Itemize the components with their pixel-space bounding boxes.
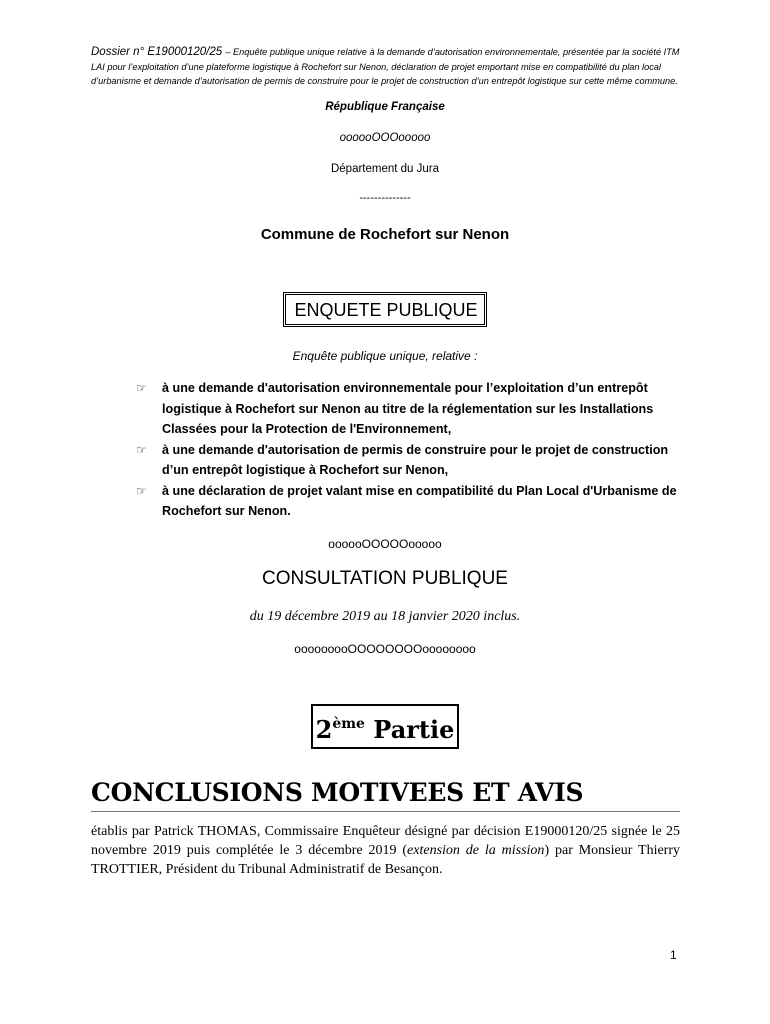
etablis-text-2: ) par Monsieur Thierry TROTTIER, Président du Tribunal Administratif de Besançon.	[91, 843, 680, 877]
pointing-hand-icon: ☞	[136, 381, 147, 395]
republique-francaise: République Française	[325, 101, 445, 113]
partie-title	[311, 704, 460, 749]
enquete-items-list	[136, 378, 696, 522]
list-item-text: à une demande d'autorisation de permis de construire pour le projet de construction d’un entrepôt logistique à Rochefort sur Nenon,	[162, 442, 669, 477]
partie-word: Partie	[364, 715, 455, 744]
consultation-title: CONSULTATION PUBLIQUE	[262, 568, 508, 589]
partie-number: 2	[315, 715, 333, 744]
etablis-paragraph	[91, 822, 680, 879]
list-item	[136, 481, 696, 522]
etablis-text-1: établis par Patrick THOMAS, Commissaire Enquêteur désigné par décision E19000120/25 signée le 25 novembre 2019 puis complétée le 3 décembre 2019 (	[91, 824, 680, 858]
pointing-hand-icon: ☞	[136, 483, 147, 498]
list-item	[136, 378, 696, 440]
list-item-text: à une demande d'autorisation environnementale pour l’exploitation d’un entrepôt logistique à Rochefort sur Nenon au titre de la réglementation sur les Installations Classées pour la Protection de l'Environnement,	[162, 381, 654, 436]
page-header	[91, 45, 681, 89]
etablis-text-italic: extension de la mission	[407, 843, 545, 858]
ornament-divider: oooooOOOooooo	[339, 132, 431, 144]
list-item	[136, 440, 696, 481]
partie-wrap	[0, 704, 770, 749]
dossier-number: Dossier n° E19000120/25	[91, 46, 226, 58]
enquete-relative: Enquête publique unique, relative :	[292, 349, 478, 363]
consultation-dates: du 19 décembre 2019 au 18 janvier 2020 inclus.	[249, 609, 521, 624]
enquete-title-wrap	[0, 292, 770, 327]
dash-divider: --------------	[359, 192, 411, 204]
departement: Département du Jura	[330, 163, 440, 175]
pointing-hand-icon: ☞	[136, 442, 147, 457]
enquete-publique-title: ENQUETE PUBLIQUE	[283, 292, 486, 327]
ornament-divider: oooooOOOOOooooo	[328, 537, 442, 551]
ornament-divider: ooooooooOOOOOOOOoooooooo	[294, 642, 476, 656]
list-item-text: à une déclaration de projet valant mise en compatibilité du Plan Local d'Urbanisme de Rochefort sur Nenon.	[162, 483, 677, 518]
commune-name: Commune de Rochefort sur Nenon	[260, 226, 510, 243]
conclusions-title: CONCLUSIONS MOTIVEES ET AVIS	[91, 778, 680, 812]
page-number: 1	[670, 948, 677, 962]
header-description: – Enquête publique unique relative à la demande d’autorisation environnementale, présentée par la société ITM LAI pour l’exploitation d’une plateforme logistique à Rochefort sur Nenon, déclaration de projet emportant mise en compatibilité du plan local d’urbanisme et demande d’autorisation de permis de construire pour le projet de construction d’un entrepôt logistique sur cette même commune.	[91, 47, 680, 86]
partie-suffix: ème	[332, 716, 365, 732]
